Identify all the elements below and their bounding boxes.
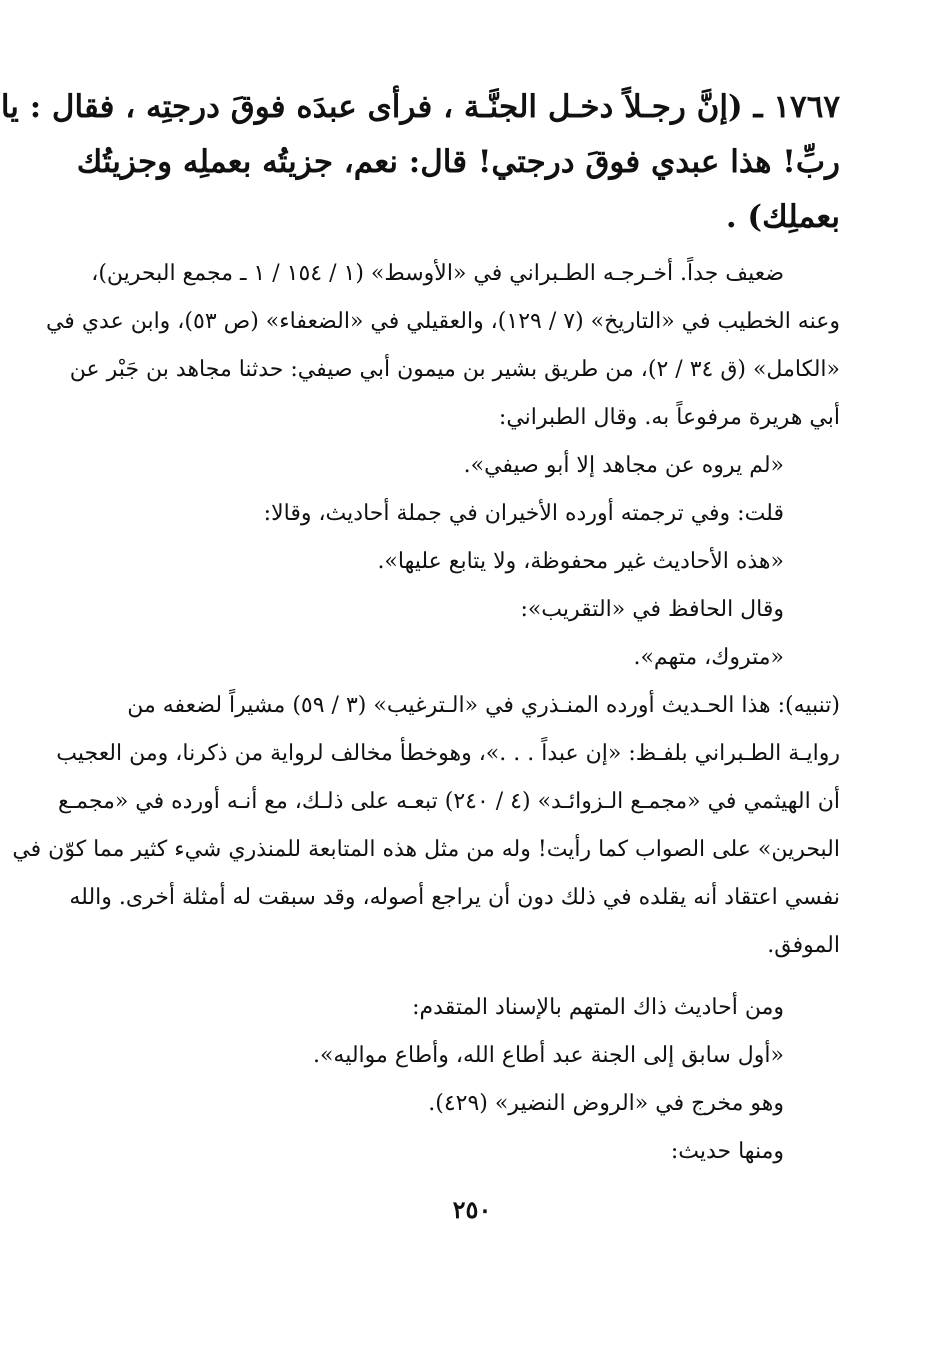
paragraph-line: ضعيف جداً. أخـرجـه الطـبراني في «الأوسط» (١ / ١٥٤ / ١ ـ مجمع البحرين)، [91,261,784,286]
quote-line: «لم يروه عن مجاهد إلا أبو صيفي». [463,453,784,478]
spacer [96,970,840,984]
quote-line: وقال الحافظ في «التقريب»: [520,597,784,622]
quote-line: ومنها حديث: [670,1139,784,1164]
paragraph-line: وعنه الخطيب في «التاريخ» (٧ / ١٢٩)، والعقيلي في «الضعفاء» (ص ٥٣)، وابن عدي في [45,309,840,334]
hadith-line: بعملِك) . [725,199,840,235]
paragraph-line: «الكامل» (ق ٣٤ / ٢)، من طريق بشير بن ميمون أبي صيفي: حدثنا مجاهد بن جَبْر عن [69,357,840,382]
paragraph-line: الموفق. [767,933,840,958]
paragraph-line: أن الهيثمي في «مجمـع الـزوائـد» (٤ / ٢٤٠) تبعـه على ذلـك، مع أنـه أورده في «مجمـع [58,789,840,814]
hadith-line: ربِّ! هذا عبدي فوقَ درجتي! قال: نعم، جزيتُه بعملِه وجزيتُك [76,144,840,180]
hadith-text [0,80,840,245]
quote-line: وهو مخرج في «الروض النضير» (٤٢٩). [428,1091,784,1116]
paragraph-line: أبي هريرة مرفوعاً به. وقال الطبراني: [498,405,840,430]
grading-paragraph [45,250,840,442]
paragraph-line: (تنبيه): هذا الحـديث أورده المنـذري في «الـترغيب» (٣ / ٥٩) مشيراً لضعفه من [127,693,840,718]
paragraph-line: نفسي اعتقاد أنه يقلده في ذلك دون أن يراجع أصوله، وقد سبقت له أمثلة أخرى. والله [69,885,840,910]
quote-line: قلت: وفي ترجمته أورده الأخيران في جملة أحاديث، وقالا: [263,501,784,526]
quote-line: «أول سابق إلى الجنة عبد أطاع الله، وأطاع مواليه». [312,1043,784,1068]
hadith-line: ١٧٦٧ ـ (إنَّ رجـلاً دخـل الجنَّـة ، فرأى عبدَه فوقَ درجتِه ، فقال : يا [0,89,840,125]
commentary [12,250,840,1176]
note-paragraph [12,682,840,970]
quote-line: ومن أحاديث ذاك المتهم بالإسناد المتقدم: [412,995,784,1020]
quote-line: «هذه الأحاديث غير محفوظة، ولا يتابع عليها». [377,549,784,574]
quotes-block-2 [96,984,840,1176]
quotes-block-1 [96,442,840,682]
paragraph-line: البحرين» على الصواب كما رأيت! وله من مثل هذه المتابعة للمنذري شيء كثير مما كوّن في [12,837,840,862]
quote-line: «متروك، متهم». [633,645,784,670]
page-number: ٢٥٠ [452,1195,492,1224]
paragraph-line: روايـة الطـبراني بلفـظ: «إن عبداً . . .»، وهوخطأ مخالف لرواية من ذكرنا، ومن العجيب [56,741,840,766]
